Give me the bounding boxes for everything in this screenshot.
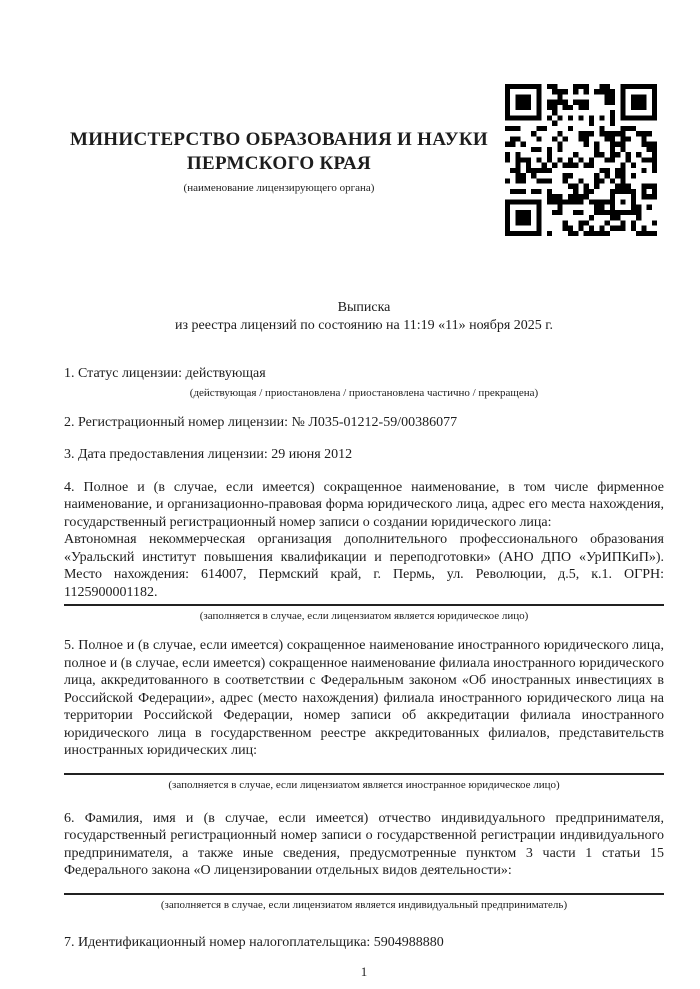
item-license-status (64, 365, 664, 400)
fill-in-rule (64, 893, 664, 895)
item-legal-entity (64, 479, 664, 624)
ministry-name-line2: ПЕРМСКОГО КРАЯ (186, 153, 372, 174)
document-body (64, 299, 664, 980)
item-grant-date (64, 446, 664, 464)
item-taxpayer-number (64, 934, 664, 952)
fill-in-rule (64, 773, 664, 775)
item-individual-entrepreneur (64, 810, 664, 912)
item-caption: (заполняется в случае, если лицензиатом является индивидуальный предприниматель) (160, 898, 568, 911)
item-text: 6. Фамилия, имя и (в случае, если имеется) отчество индивидуального предпринимателя, государственный регистрационный номер записи о государственной регистрации индивидуального предпринимателя, а также иные сведения, предусмотренные пунктом 3 части 1 статьи 15 Федерального закона «О лицензировании отдельных видов деятельности»: (64, 810, 664, 878)
qr-code-icon (505, 84, 657, 236)
item-text: 3. Дата предоставления лицензии: 29 июня 2012 (64, 447, 353, 462)
item-value: Автономная некоммерческая организация дополнительного профессионального образования «Уральский институт повышения квалификации и переподготовки» (АНО ДПО «УрИПКиП»). Место нахождения: 614007, Пермский край, г. Пермь, ул. Революции, д.5, к.1. ОГРН: 1125900001182. (64, 532, 664, 600)
item-registration-number (64, 414, 664, 432)
document-title-line1: Выписка (337, 300, 391, 315)
item-caption: (заполняется в случае, если лицензиатом является юридическое лицо) (199, 610, 529, 622)
item-caption: (заполняется в случае, если лицензиатом является иностранное юридическое лицо) (168, 778, 560, 791)
document-title (64, 299, 664, 334)
item-text: 7. Идентификационный номер налогоплательщика: 5904988880 (64, 934, 444, 950)
item-text: 2. Регистрационный номер лицензии: № Л035-01212-59/00386077 (64, 414, 458, 430)
fill-in-rule (64, 604, 664, 606)
ministry-name-caption: (наименование лицензирующего органа) (183, 182, 375, 194)
document-title-line2: из реестра лицензий по состоянию на 11:19 «11» ноября 2025 г. (175, 317, 553, 333)
item-foreign-entity (64, 637, 664, 792)
item-text: 1. Статус лицензии: действующая (64, 366, 266, 381)
item-text: 5. Полное и (в случае, если имеется) сокращенное наименование иностранного юридического лица, полное и (в случае, если имеется) сокращенное наименование филиала иностранного юридического лица, аккредитованного в соответствии с Федеральным законом «Об иностранных инвестициях в Российской Федерации», адрес (место нахождения) филиала иностранного юридического лица на территории Российской Федерации, номер записи об аккредитации филиала иностранного юридического лица в государственном реестре аккредитованных филиалов, представительств иностранных юридических лиц: (64, 638, 664, 758)
item-caption: (действующая / приостановлена / приостановлена частично / прекращена) (189, 386, 539, 399)
licensing-authority-block (64, 128, 494, 195)
item-text: 4. Полное и (в случае, если имеется) сокращенное наименование, в том числе фирменное наименование, и организационно-правовая форма юридического лица, адрес его места нахождения, государственный регистрационный номер записи о создании юридического лица: (64, 479, 664, 530)
page-number: 1 (360, 964, 368, 979)
ministry-name-line1: МИНИСТЕРСТВО ОБРАЗОВАНИЯ И НАУКИ (69, 129, 489, 150)
